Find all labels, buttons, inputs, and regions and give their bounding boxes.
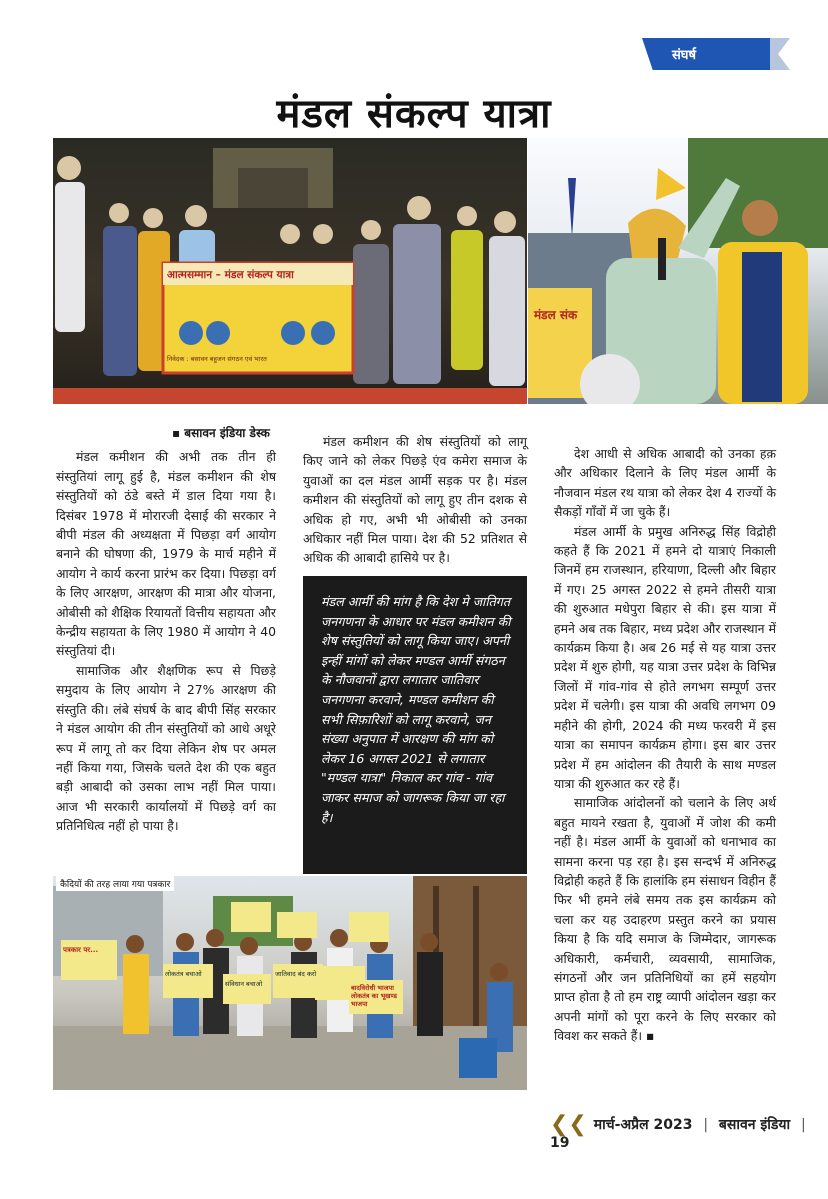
paragraph: मंडल कमीशन की अभी तक तीन ही संस्तुतियां लागू हुई है, मंडल कमीशन की शेष संस्तुतियों को ठंडे बस्ते में डाल दिया गया है। दिसंबर 1978 में मोरारजी देसाई की सरकार ने बीपी मंडल की अध्यक्षता में पिछड़ा वर्ग आयोग बनाने की घोषणा की, 1979 के मार्च महीने में आयोग ने कार्य करना प्रारंभ कर दिया। पिछड़ा वर्ग के लिए आरक्षण, आरक्षण की मात्रा और योजना, ओबीसी को शैक्षिक रियायतों वित्तीय सहायता और केन्द्रीय सहायता के लिए 1980 में आयोग ने 40 संस्तुतियां दी।: [56, 449, 276, 659]
placard-3: संविधान बचाओ: [225, 980, 263, 988]
pull-quote: मंडल आर्मी की मांग है कि देश मे जातिगत जनगणना के आधार पर मंडल कमीशन की शेष संस्तुतियों को लागू किया जाए। अपनी इन्हीं मांगों को लेकर मण्डल आर्मी संगठन के नौजवानों द्वारा लगातार जातिवार जनगणना करवाने, मण्डल कमीशन की सभी सिफ़ारिशों को लागू करवाने, जन संख्या अनुपात में आरक्षण की मांग को लेकर 16 अगस्त 2021 से लगातार "मण्डल यात्रा" निकाल कर गांव - गांव जाकर समाज को जागरूक किया जा रहा है।: [303, 576, 527, 874]
chevron-left-icon: ❮❮: [550, 1112, 587, 1137]
placard-1: पत्रकार पर...: [63, 946, 99, 954]
speaker-banner-text: मंडल संक: [534, 308, 578, 322]
footer-separator: |: [703, 1117, 709, 1133]
paragraph: सामाजिक आंदोलनों को चलाने के लिए अर्थ बहुत मायने रखता है, युवाओं में जोश की कमी नहीं है। मंडल आर्मी के युवाओं को धनाभाव का सामना करना पड़ रहा है। इस सन्दर्भ में अनिरुद्ध विद्रोही कहते हैं कि हालांकि हम संसाधन विहीन हैं फिर भी हमने लंबे समय तक इस कार्यक्रम को चला कर यह उदाहरण प्रस्तुत करने का प्रयास किया है कि यदि समाज के जिम्मेदार, जागरूक अधिकारी, कर्मचारी, व्यवसायी, सामाजिक, संगठनों और जन प्रतिनिधियों का हमें सहयोग प्राप्त होता है तो हम राष्ट्र व्यापी आंदोलन खड़ा कर अपनी मांगों को पूरा करने के लिए सरकार को विवश कर सकते हैं। ▪: [554, 795, 776, 1044]
photo-group-banner: [53, 138, 527, 404]
column-3: [554, 444, 776, 1046]
footer-issue: मार्च-अप्रैल 2023: [593, 1117, 693, 1133]
byline: ▪ बसावन इंडिया डेस्क: [172, 426, 270, 440]
placard-4: जातिवाद बंद करो: [275, 970, 317, 978]
paragraph: देश आधी से अधिक आबादी को उनका हक़ और अधिकार दिलाने के लिए मंडल आर्मी के नौजवान मंडल रथ यात्रा को लेकर देश 4 राज्यों के सैकड़ों गाँवों में जा चुके हैं।: [554, 446, 776, 520]
paragraph: सामाजिक और शैक्षणिक रूप से पिछड़े समुदाय के लिए आयोग ने 27% आरक्षण की संस्तुति की। लंबे संघर्ष के बाद बीपी सिंह सरकार ने मंडल आयोग की तीन संस्तुतियों को आधे अधूरे रूप में लागू तो कर दिया लेकिन शेष पर अमल नहीं किया गया, जिसके चलते देश की एक बहुत बड़ी आबादी को उसका लाभ नहीं मिल पाया। आज भी सरकारी कार्यालयों में पिछड़े वर्ग का प्रतिनिधित्व नहीं हो पाया है।: [56, 662, 276, 834]
section-tag: [642, 38, 776, 70]
column-1: [56, 424, 276, 836]
section-tag-label: संघर्ष: [672, 48, 696, 63]
placard-2: लोकतंत्र बचाओ: [165, 970, 202, 978]
photo-speaker: [528, 138, 828, 404]
page-number: 19: [550, 1135, 570, 1151]
photo-protest: [53, 876, 527, 1090]
article-title: मंडल संकल्प यात्रा: [276, 91, 552, 137]
paragraph: मंडल आर्मी के प्रमुख अनिरुद्ध सिंह विद्रोही कहते हैं कि 2021 में हमने दो यात्राएं निकाली जिनमें हम राजस्थान, हरियाणा, दिल्ली और बिहार में गए। 25 अगस्त 2022 से हमने तीसरी यात्रा की शुरुआत मधेपुरा बिहार से की। इस यात्रा में हमने अब तक बिहार, मध्य प्रदेश और राजस्थान में कार्यक्रम किया है। अब 26 मई से यह यात्रा उत्तर प्रदेश में शुरु होगी, यह यात्रा उत्तर प्रदेश के विभिन्न जिलों में गांव-गांव से होते लगभग सम्पूर्ण उत्तर प्रदेश में चलेगी। इस यात्रा की अवधि लगभग 09 महीने की होगी, 2024 की मध्य फरवरी में इस यात्रा का समापन कार्यक्रम होगा। इस बार उत्तर प्रदेश में हम आंदोलन की तैयारी के साथ मण्डल यात्रा की शुरुआत कर रहे हैं।: [554, 523, 776, 791]
photo-speaker-art: [528, 138, 828, 404]
banner-line-1: आत्मसम्मान – मंडल संकल्प यात्रा: [167, 269, 294, 281]
page-footer: [550, 1110, 828, 1151]
section-tag-fold: [770, 38, 790, 70]
footer-magazine: बसावन इंडिया: [718, 1117, 791, 1133]
footer-separator: |: [801, 1117, 806, 1133]
section-tag-bar: [642, 38, 776, 70]
paragraph: मंडल कमीशन की शेष संस्तुतियों को लागू किए जाने को लेकर पिछड़े एंव कमेरा समाज के युवाओं का दल मंडल आर्मी सड़क पर है। मंडल कमीशन की संस्तुतियों को लागू हुए तीन दशक से अधिक हो गए, अभी भी ओबीसी को उनका अधिकार नहीं मिल पाया। देश की 52 प्रतिशत से अधिक की आबादी हासिये पर है।: [303, 434, 527, 566]
photo-caption: कैदियों की तरह लाया गया पत्रकार: [56, 876, 174, 891]
column-2: [303, 432, 527, 568]
banner-line-2: निवेदक : बसावन बहुजन संगठन एवं भारत: [167, 355, 267, 363]
placard-5: बादविरोधी भाजपा लोकतंत्र का भूखण्ड भाजपा: [351, 984, 398, 1008]
